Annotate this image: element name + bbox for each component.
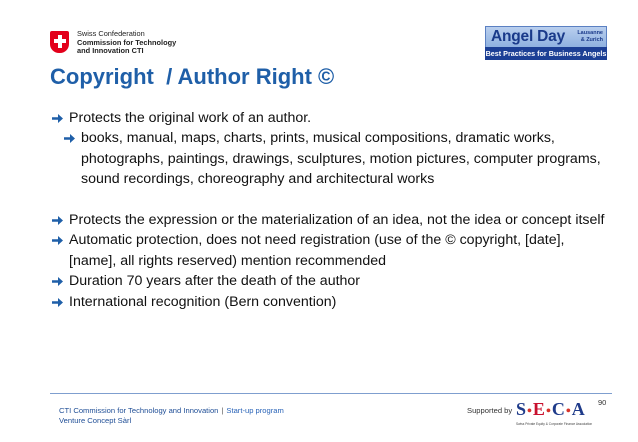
seca-letter: E — [532, 399, 546, 419]
arrow-right-icon — [52, 271, 69, 286]
footer-organization — [59, 406, 284, 426]
swiss-cross-icon — [50, 31, 69, 53]
bullet-text: books, manual, maps, charts, prints, musical compositions, dramatic works, photographs, paintings, drawings, sculptures, motion pictures, computer programs, sound recordings, choreography and architectural works — [81, 130, 601, 188]
seca-logo — [516, 399, 612, 426]
sub-bullet-item — [52, 128, 612, 189]
seca-wordmark — [516, 399, 612, 422]
footer-separator: | — [221, 406, 224, 415]
bullet-text: Automatic protection, does not need registration (use of the © copyright, [date], [name], all rights reserved) mention recommended — [69, 232, 565, 269]
supported-by-label: Supported by — [467, 406, 513, 415]
footer-divider — [50, 393, 612, 394]
bullet-item — [52, 292, 612, 312]
bullet-item — [52, 271, 612, 291]
arrow-right-icon — [52, 108, 69, 123]
footer-program: Start-up program — [226, 406, 284, 415]
angel-day-logo — [485, 26, 607, 60]
bullet-text: Protects the expression or the materialization of an idea, not the idea or concept itself — [69, 212, 605, 229]
angel-day-logo-top — [485, 26, 607, 47]
bullet-text: Duration 70 years after the death of the author — [69, 273, 361, 290]
angel-day-location-2: & Zurich — [580, 37, 603, 43]
footer-org-name: CTI Commission for Technology and Innovation — [59, 406, 219, 415]
swiss-logo-line-3: and Innovation CTI — [77, 46, 144, 56]
swiss-logo-line-1: Swiss Confederation — [77, 29, 145, 38]
seca-letter: S — [516, 399, 528, 419]
angel-day-location-1: Lausanne — [577, 30, 603, 36]
page-number: 90 — [598, 398, 607, 407]
bullet-item — [52, 230, 612, 271]
arrow-right-icon — [52, 292, 69, 307]
swiss-logo-line-2: Commission for Technology — [77, 37, 177, 47]
footer-line-2: Venture Concept Sàrl — [59, 416, 132, 425]
bullet-text: Protects the original work of an author. — [69, 110, 312, 126]
swiss-logo-text — [77, 30, 176, 56]
angel-day-tagline: Best Practices for Business Angels — [485, 49, 607, 58]
slide-title: Copyright / Author Right © — [50, 64, 335, 89]
arrow-right-icon — [52, 210, 69, 225]
bullet-list — [52, 108, 612, 312]
swiss-confederation-logo — [50, 30, 176, 56]
seca-dot: • — [545, 404, 552, 419]
bullet-item — [52, 108, 612, 128]
arrow-right-icon — [52, 230, 69, 245]
bullet-text: International recognition (Bern convention) — [69, 293, 337, 310]
seca-letter: A — [571, 399, 586, 419]
bullet-item — [52, 210, 612, 230]
seca-dot: • — [527, 404, 533, 419]
seca-dot: • — [565, 404, 572, 419]
angel-day-title: Angel Day — [491, 28, 565, 45]
seca-subtitle: Swiss Private Equity & Corporate Finance Association — [516, 422, 593, 426]
seca-letter: C — [551, 399, 566, 419]
arrow-right-icon — [64, 128, 81, 143]
angel-day-location — [577, 30, 603, 44]
